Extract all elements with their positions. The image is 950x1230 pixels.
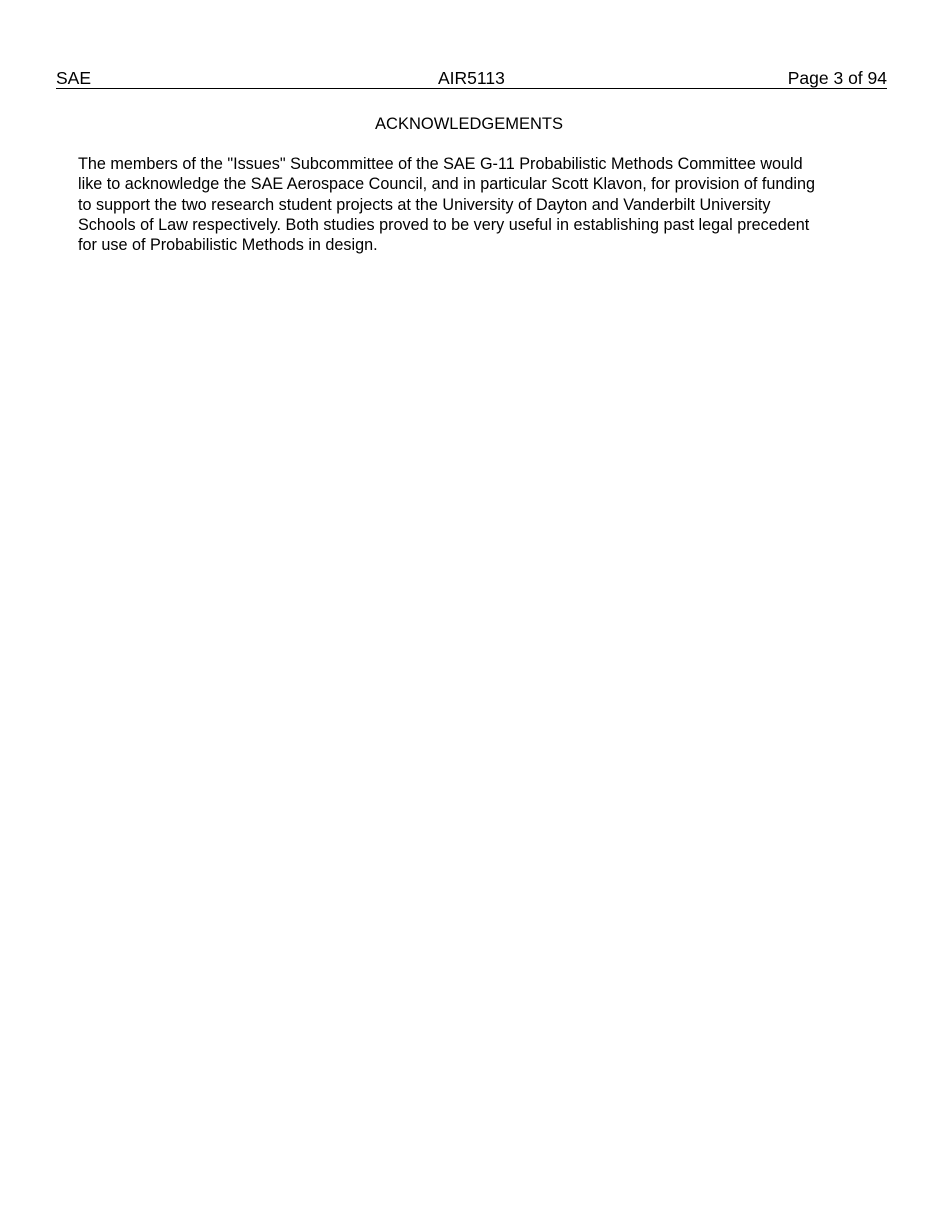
paragraph-line: like to acknowledge the SAE Aerospace Council, and in particular Scott Klavon, for provision of funding (78, 175, 815, 194)
paragraph-line: Schools of Law respectively. Both studies proved to be very useful in establishing past legal precedent (78, 215, 810, 234)
acknowledgements-paragraph (78, 154, 868, 255)
paragraph-line: for use of Probabilistic Methods in design. (78, 236, 378, 255)
section-title: ACKNOWLEDGEMENTS (375, 115, 563, 133)
paragraph-line: The members of the "Issues" Subcommittee of the SAE G-11 Probabilistic Methods Committee would (78, 155, 803, 173)
header-page-number: Page 3 of 94 (787, 68, 887, 88)
paragraph-line: to support the two research student projects at the University of Dayton and Vanderbilt University (78, 195, 771, 214)
running-header (56, 68, 887, 89)
header-document-number: AIR5113 (438, 68, 505, 88)
header-organization: SAE (56, 68, 92, 88)
